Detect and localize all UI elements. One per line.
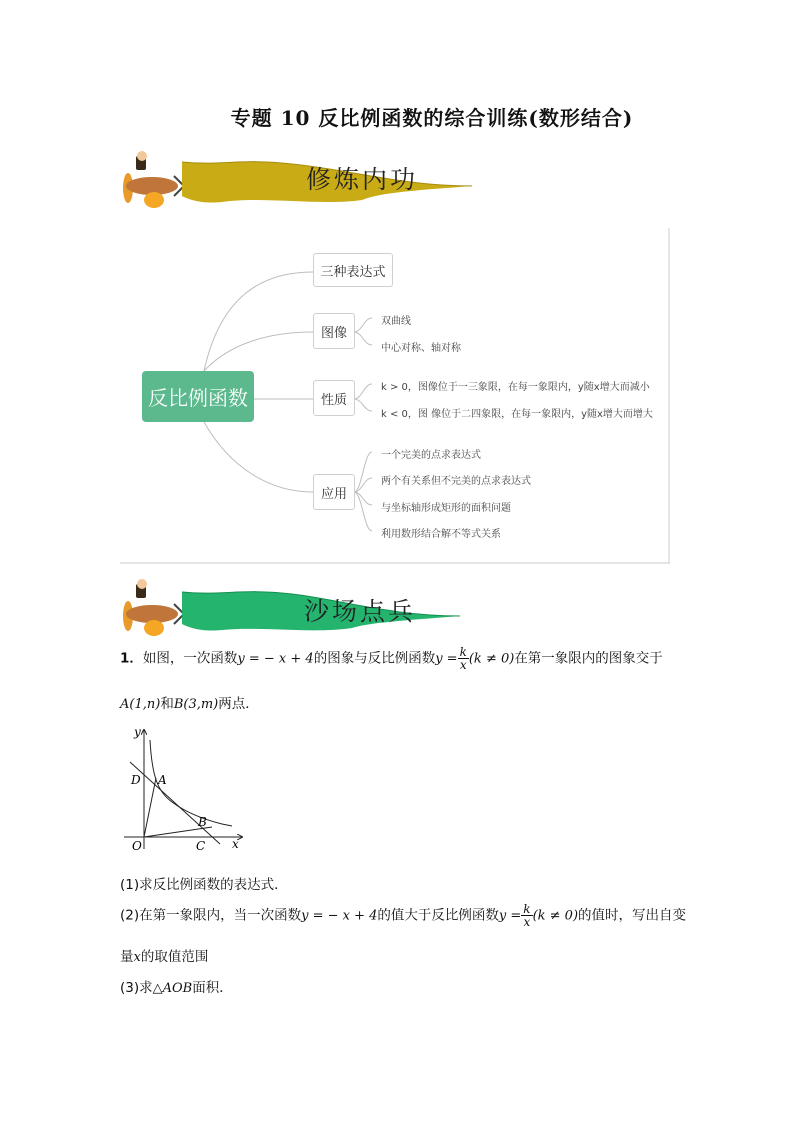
stem-text: 的值时，写出自变 [578, 907, 687, 924]
banner-practice [118, 576, 478, 640]
inverse-function-fraction [521, 903, 532, 928]
inverse-function-lhs: y = [498, 908, 522, 924]
mindmap-leaf: 中心对称、轴对称 [381, 343, 461, 354]
fraction-numerator: k [523, 902, 531, 916]
stem-text: 的值大于反比例函数 [377, 907, 499, 924]
mindmap-branch-application: 应用 [313, 474, 355, 510]
linear-function: y = − x + 4 [237, 651, 314, 667]
fraction-numerator: k [459, 645, 467, 659]
variable-x: x [133, 950, 141, 965]
stem-text: 和 [160, 696, 174, 712]
mindmap-leaf: 双曲线 [381, 316, 411, 327]
point-a-label: A [158, 773, 167, 787]
mindmap-root: 反比例函数 [142, 371, 254, 422]
question-part3 [120, 976, 233, 996]
mindmap-branch-graph: 图像 [313, 313, 355, 349]
banner-title: 修炼内功 [306, 165, 419, 194]
y-axis-label: y [134, 725, 141, 739]
banner-train [118, 148, 478, 212]
point-a: A(1,n) [120, 697, 161, 712]
stem-text: 的图象与反比例函数 [313, 650, 436, 667]
stem-text: 两点． [218, 696, 259, 712]
mindmap-branch-expressions: 三种表达式 [313, 253, 393, 287]
inverse-condition: (k ≠ 0) [468, 651, 515, 667]
mindmap-branch-properties: 性质 [313, 380, 355, 416]
mindmap-leaf: k > 0，图像位于一三象限，在每一象限内，y随x增大而减小 [381, 382, 650, 393]
banner-title: 沙场点兵 [304, 597, 417, 626]
point-b-label: B [198, 815, 207, 829]
coordinate-graph [122, 722, 252, 852]
stem-text: 的取值范围 [140, 949, 209, 965]
fraction-denominator: x [523, 915, 531, 929]
question-stem-line1 [120, 646, 720, 671]
origin-label: O [132, 839, 142, 852]
question-part1: (1)求反比例函数的表达式． [120, 877, 288, 893]
fraction-denominator: x [459, 658, 467, 672]
mindmap-leaf: k < 0，图 像位于二四象限，在每一象限内，y随x增大而增大 [381, 409, 653, 420]
question-figure [122, 722, 252, 852]
page-title: 专题 10 反比例函数的综合训练(数形结合) [230, 106, 634, 130]
inverse-function-lhs: y = [435, 651, 458, 667]
question-part2-line1 [120, 903, 720, 928]
point-b: B(3,m) [173, 697, 219, 712]
mindmap-leaf: 一个完美的点求表达式 [381, 450, 481, 461]
question-stem-line2 [120, 692, 259, 712]
stem-text: 如图，一次函数 [142, 650, 238, 667]
question-number: 1． [120, 650, 143, 667]
inverse-function-fraction [458, 646, 469, 671]
stem-text: 面积． [192, 980, 233, 996]
point-d-label: D [131, 773, 141, 787]
stem-text: (2)在第一象限内，当一次函数 [120, 907, 302, 924]
question-part2-line2 [120, 945, 208, 965]
stem-text: 量 [120, 949, 134, 965]
mindmap-leaf: 利用数形结合解不等式关系 [381, 529, 501, 540]
x-axis-label: x [232, 837, 239, 851]
stem-text: (3)求 [120, 980, 153, 996]
stem-text: 在第一象限内的图象交于 [514, 650, 663, 667]
linear-function: y = − x + 4 [301, 908, 378, 924]
mindmap-leaf: 两个有关系但不完美的点求表达式 [381, 476, 531, 487]
mindmap-leaf: 与坐标轴形成矩形的面积问题 [381, 503, 511, 514]
triangle-aob: △AOB [152, 981, 193, 996]
point-c-label: C [196, 839, 206, 852]
inverse-condition: (k ≠ 0) [532, 908, 579, 924]
